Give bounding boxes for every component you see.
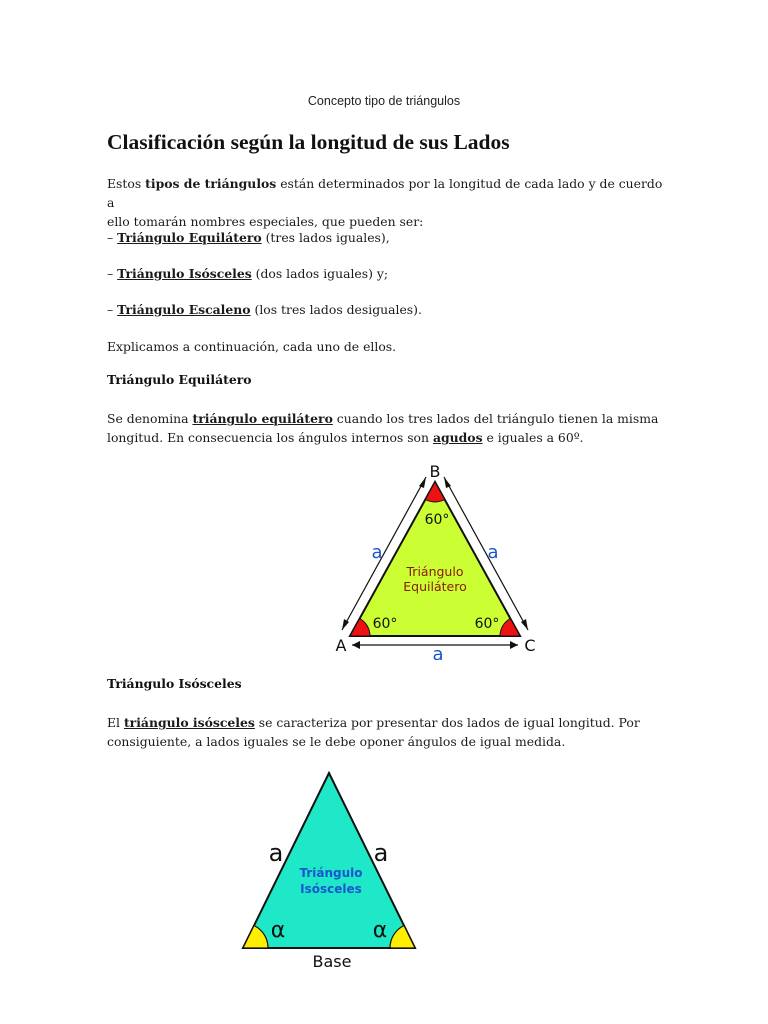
side-label-bottom: a bbox=[432, 644, 444, 660]
side-label-right: a bbox=[373, 839, 389, 867]
isosceles-triangle-figure bbox=[235, 765, 435, 975]
page-header: Concepto tipo de triángulos bbox=[307, 94, 461, 108]
center-label-2: Isósceles bbox=[300, 882, 362, 896]
vertex-label-top: B bbox=[429, 462, 441, 481]
list-item-isosceles: – Triángulo Isósceles (dos lados iguales) y; bbox=[107, 266, 389, 281]
list-term: Triángulo Equilátero bbox=[117, 230, 262, 245]
list-term: Triángulo Isósceles bbox=[117, 266, 252, 281]
intro-paragraph bbox=[107, 174, 667, 231]
equilateral-triangle-figure bbox=[330, 460, 550, 660]
arrowhead bbox=[510, 641, 518, 649]
list-item-equilatero: – Triángulo Equilátero (tres lados iguales), bbox=[107, 230, 390, 245]
intro-bold-term: tipos de triángulos bbox=[145, 176, 277, 191]
angle-label-left: α bbox=[270, 918, 286, 943]
section-heading: Clasificación según la longitud de sus Lados bbox=[107, 130, 510, 154]
arrowhead bbox=[342, 619, 349, 630]
angle-wedge-top bbox=[425, 482, 444, 502]
side-label-left: a bbox=[371, 542, 383, 563]
equilatero-paragraph bbox=[107, 409, 667, 447]
list-term: Triángulo Escaleno bbox=[117, 302, 251, 317]
center-label-2: Equilátero bbox=[403, 579, 467, 594]
vertex-label-right: C bbox=[524, 636, 536, 655]
isosceles-line-1: El triángulo isósceles se caracteriza por presentar dos lados de igual longitud. Por bbox=[107, 715, 640, 730]
isosceles-heading: Triángulo Isósceles bbox=[107, 676, 242, 691]
equilatero-heading: Triángulo Equilátero bbox=[107, 372, 252, 387]
equilatero-line-1: Se denomina triángulo equilátero cuando los tres lados del triángulo tienen la misma bbox=[107, 411, 659, 426]
angle-label-top: 60° bbox=[424, 512, 450, 528]
angle-label-left: 60° bbox=[372, 616, 398, 632]
center-label-1: Triángulo bbox=[406, 564, 464, 579]
intro-line-1: Estos tipos de triángulos están determinados por la longitud de cada lado y de cuerdo a bbox=[107, 176, 663, 210]
intro-line-2: ello tomarán nombres especiales, que pueden ser: bbox=[107, 214, 424, 229]
center-label-1: Triángulo bbox=[299, 866, 363, 880]
arrowhead bbox=[419, 477, 426, 488]
explain-paragraph: Explicamos a continuación, cada uno de ellos. bbox=[107, 339, 397, 354]
arrowhead bbox=[444, 477, 451, 488]
arrowhead bbox=[521, 619, 528, 630]
side-label-left: a bbox=[268, 839, 284, 867]
isosceles-line-2: consiguiente, a lados iguales se le debe oponer ángulos de igual medida. bbox=[107, 734, 566, 749]
side-label-right: a bbox=[487, 542, 499, 563]
angle-label-right: 60° bbox=[474, 616, 500, 632]
list-item-escaleno: – Triángulo Escaleno (los tres lados desiguales). bbox=[107, 302, 422, 317]
equilatero-line-2: longitud. En consecuencia los ángulos internos son agudos e iguales a 60º. bbox=[107, 430, 584, 445]
isosceles-paragraph bbox=[107, 713, 667, 751]
arrowhead bbox=[352, 641, 360, 649]
base-label: Base bbox=[312, 952, 352, 971]
angle-label-right: α bbox=[372, 918, 388, 943]
vertex-label-left: A bbox=[335, 636, 347, 655]
